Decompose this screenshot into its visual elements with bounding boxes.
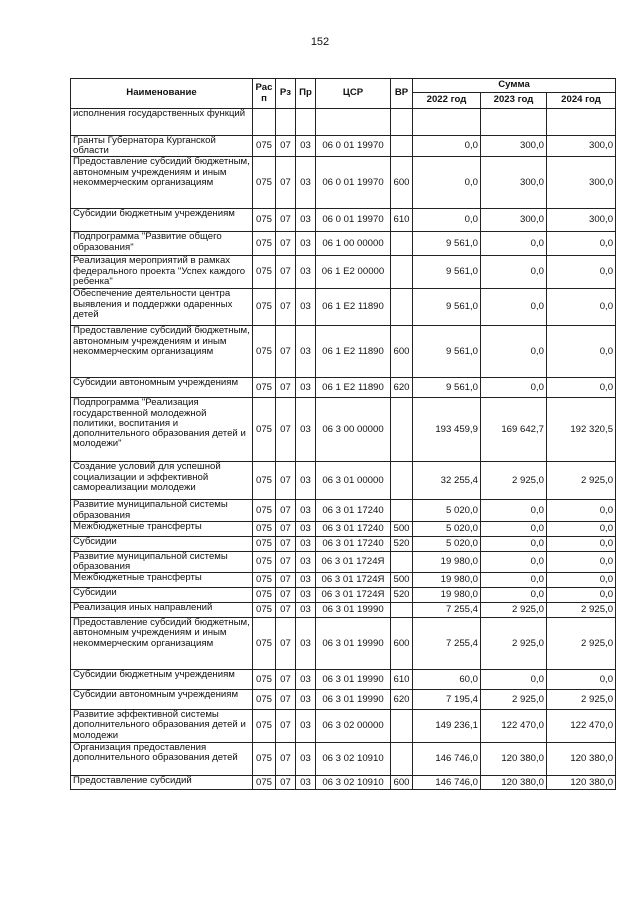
row-vr: 500	[391, 521, 413, 536]
row-rz: 07	[276, 776, 296, 790]
row-sum-2024: 0,0	[547, 256, 616, 289]
row-vr	[391, 398, 413, 462]
header-pr: Пр	[296, 79, 316, 109]
table-body	[71, 109, 616, 790]
row-csr: 06 3 01 19990	[316, 618, 391, 670]
row-csr: 06 1 E2 00000	[316, 256, 391, 289]
row-sum-2023	[481, 109, 547, 136]
row-vr: 600	[391, 776, 413, 790]
row-rz: 07	[276, 603, 296, 618]
header-2023: 2023 год	[481, 93, 547, 109]
table-row	[71, 289, 616, 326]
row-sum-2022: 5 020,0	[413, 536, 481, 551]
table-row	[71, 551, 616, 572]
row-rz: 07	[276, 378, 296, 398]
row-rz: 07	[276, 710, 296, 743]
row-name: Предоставление субсидий бюджетным, автономным учреждениям и иным некоммерческим организациям	[71, 157, 253, 209]
row-sum-2023: 169 642,7	[481, 398, 547, 462]
row-vr: 600	[391, 618, 413, 670]
row-pr: 03	[296, 670, 316, 690]
row-vr: 620	[391, 690, 413, 710]
row-rz	[276, 109, 296, 136]
header-sum: Сумма	[413, 79, 616, 93]
row-rasp: 075	[253, 536, 276, 551]
row-csr: 06 0 01 19970	[316, 209, 391, 232]
row-pr: 03	[296, 326, 316, 378]
row-rasp: 075	[253, 710, 276, 743]
table-row	[71, 690, 616, 710]
table-row	[71, 588, 616, 603]
row-rz: 07	[276, 136, 296, 157]
row-csr: 06 3 01 19990	[316, 670, 391, 690]
row-rasp: 075	[253, 398, 276, 462]
row-sum-2023: 0,0	[481, 536, 547, 551]
row-rasp: 075	[253, 462, 276, 500]
row-pr: 03	[296, 289, 316, 326]
row-sum-2023: 0,0	[481, 573, 547, 588]
row-pr: 03	[296, 588, 316, 603]
row-rz: 07	[276, 573, 296, 588]
row-sum-2023: 0,0	[481, 551, 547, 572]
row-csr: 06 3 01 1724Я	[316, 588, 391, 603]
row-name: Субсидии	[71, 536, 253, 551]
row-sum-2023: 0,0	[481, 232, 547, 256]
row-sum-2023: 2 925,0	[481, 690, 547, 710]
row-sum-2024: 120 380,0	[547, 743, 616, 776]
table-row	[71, 109, 616, 136]
row-sum-2024: 2 925,0	[547, 462, 616, 500]
row-name: Развитие муниципальной системы образования	[71, 551, 253, 572]
row-sum-2023: 0,0	[481, 289, 547, 326]
row-sum-2022: 0,0	[413, 157, 481, 209]
row-csr: 06 1 E2 11890	[316, 326, 391, 378]
row-csr: 06 3 01 1724Я	[316, 573, 391, 588]
row-vr	[391, 232, 413, 256]
row-sum-2022: 7 255,4	[413, 603, 481, 618]
table-row	[71, 378, 616, 398]
row-sum-2024: 0,0	[547, 326, 616, 378]
row-sum-2022: 5 020,0	[413, 500, 481, 521]
row-sum-2024: 0,0	[547, 500, 616, 521]
row-csr: 06 3 01 17240	[316, 500, 391, 521]
row-vr: 520	[391, 588, 413, 603]
row-vr: 600	[391, 157, 413, 209]
row-pr: 03	[296, 551, 316, 572]
row-rasp: 075	[253, 603, 276, 618]
row-sum-2022: 193 459,9	[413, 398, 481, 462]
row-pr: 03	[296, 603, 316, 618]
row-vr	[391, 743, 413, 776]
row-sum-2022: 7 195,4	[413, 690, 481, 710]
page-number: 152	[310, 36, 330, 48]
table-row	[71, 521, 616, 536]
row-sum-2023: 120 380,0	[481, 743, 547, 776]
row-name: Субсидии бюджетным учреждениям	[71, 209, 253, 232]
row-name: Субсидии	[71, 588, 253, 603]
header-2022: 2022 год	[413, 93, 481, 109]
row-rz: 07	[276, 536, 296, 551]
row-rz: 07	[276, 289, 296, 326]
row-csr: 06 3 01 1724Я	[316, 551, 391, 572]
row-vr	[391, 603, 413, 618]
row-pr: 03	[296, 136, 316, 157]
row-name: Реализация иных направлений	[71, 603, 253, 618]
row-rz: 07	[276, 398, 296, 462]
row-rasp: 075	[253, 289, 276, 326]
table-row	[71, 573, 616, 588]
row-sum-2024: 0,0	[547, 588, 616, 603]
row-pr: 03	[296, 536, 316, 551]
row-sum-2023: 0,0	[481, 256, 547, 289]
row-sum-2022: 32 255,4	[413, 462, 481, 500]
row-csr: 06 3 02 10910	[316, 743, 391, 776]
row-name: Развитие муниципальной системы образования	[71, 500, 253, 521]
row-sum-2022: 149 236,1	[413, 710, 481, 743]
row-sum-2023: 0,0	[481, 500, 547, 521]
row-rasp: 075	[253, 136, 276, 157]
row-sum-2024: 122 470,0	[547, 710, 616, 743]
row-rz: 07	[276, 157, 296, 209]
row-sum-2024: 0,0	[547, 289, 616, 326]
header-vr: ВР	[391, 79, 413, 109]
table-row	[71, 776, 616, 790]
row-pr: 03	[296, 378, 316, 398]
row-pr: 03	[296, 209, 316, 232]
row-name: Межбюджетные трансферты	[71, 573, 253, 588]
row-rasp: 075	[253, 573, 276, 588]
row-rasp: 075	[253, 157, 276, 209]
row-pr: 03	[296, 398, 316, 462]
row-sum-2024: 0,0	[547, 378, 616, 398]
row-rasp: 075	[253, 500, 276, 521]
table-row	[71, 209, 616, 232]
row-name: Предоставление субсидий бюджетным, автономным учреждениям и иным некоммерческим организациям	[71, 326, 253, 378]
row-sum-2023: 0,0	[481, 670, 547, 690]
row-rasp: 075	[253, 256, 276, 289]
row-sum-2023: 2 925,0	[481, 618, 547, 670]
row-vr	[391, 462, 413, 500]
row-rasp: 075	[253, 521, 276, 536]
row-name: Создание условий для успешной социализации и эффективной самореализации молодежи	[71, 462, 253, 500]
table-row	[71, 536, 616, 551]
header-csr: ЦСР	[316, 79, 391, 109]
row-rasp: 075	[253, 209, 276, 232]
row-rz: 07	[276, 232, 296, 256]
row-name: Субсидии бюджетным учреждениям	[71, 670, 253, 690]
row-rasp: 075	[253, 232, 276, 256]
row-sum-2022: 0,0	[413, 136, 481, 157]
row-vr	[391, 109, 413, 136]
row-vr: 610	[391, 209, 413, 232]
row-sum-2024: 2 925,0	[547, 603, 616, 618]
row-sum-2024: 0,0	[547, 232, 616, 256]
row-csr: 06 1 00 00000	[316, 232, 391, 256]
row-sum-2022: 7 255,4	[413, 618, 481, 670]
row-sum-2024	[547, 109, 616, 136]
row-rasp: 075	[253, 690, 276, 710]
row-sum-2023: 2 925,0	[481, 462, 547, 500]
row-sum-2023: 0,0	[481, 378, 547, 398]
row-pr: 03	[296, 500, 316, 521]
row-sum-2024: 0,0	[547, 536, 616, 551]
row-sum-2023: 120 380,0	[481, 776, 547, 790]
row-name: исполнения государственных функций	[71, 109, 253, 136]
header-2024: 2024 год	[547, 93, 616, 109]
row-vr	[391, 500, 413, 521]
row-vr	[391, 289, 413, 326]
row-sum-2022: 146 746,0	[413, 743, 481, 776]
row-sum-2022: 9 561,0	[413, 378, 481, 398]
row-rasp: 075	[253, 326, 276, 378]
row-vr: 610	[391, 670, 413, 690]
row-rasp: 075	[253, 776, 276, 790]
row-rz: 07	[276, 521, 296, 536]
row-name: Гранты Губернатора Курганской области	[71, 136, 253, 157]
row-csr: 06 3 02 00000	[316, 710, 391, 743]
row-csr: 06 0 01 19970	[316, 136, 391, 157]
row-name: Реализация мероприятий в рамках федерального проекта "Успех каждого ребенка"	[71, 256, 253, 289]
row-vr	[391, 256, 413, 289]
row-sum-2023: 2 925,0	[481, 603, 547, 618]
table-row	[71, 710, 616, 743]
row-name: Развитие эффективной системы дополнительного образования детей и молодежи	[71, 710, 253, 743]
row-sum-2024: 300,0	[547, 157, 616, 209]
row-sum-2024: 2 925,0	[547, 690, 616, 710]
row-sum-2023: 300,0	[481, 136, 547, 157]
row-sum-2023: 0,0	[481, 588, 547, 603]
row-csr: 06 0 01 19970	[316, 157, 391, 209]
row-rz: 07	[276, 690, 296, 710]
row-sum-2024: 120 380,0	[547, 776, 616, 790]
table-row	[71, 326, 616, 378]
row-sum-2022	[413, 109, 481, 136]
row-name: Межбюджетные трансферты	[71, 521, 253, 536]
row-vr: 500	[391, 573, 413, 588]
row-csr: 06 3 01 17240	[316, 536, 391, 551]
row-rasp	[253, 109, 276, 136]
table-row	[71, 157, 616, 209]
row-sum-2024: 0,0	[547, 573, 616, 588]
row-name: Предоставление субсидий бюджетным, автономным учреждениям и иным некоммерческим организациям	[71, 618, 253, 670]
row-csr: 06 3 01 17240	[316, 521, 391, 536]
row-pr: 03	[296, 256, 316, 289]
row-csr	[316, 109, 391, 136]
row-sum-2023: 300,0	[481, 157, 547, 209]
row-pr: 03	[296, 710, 316, 743]
row-vr	[391, 710, 413, 743]
row-csr: 06 3 02 10910	[316, 776, 391, 790]
row-rz: 07	[276, 588, 296, 603]
row-sum-2024: 192 320,5	[547, 398, 616, 462]
row-sum-2022: 19 980,0	[413, 573, 481, 588]
row-sum-2022: 19 980,0	[413, 588, 481, 603]
row-csr: 06 3 01 00000	[316, 462, 391, 500]
table-row	[71, 743, 616, 776]
row-csr: 06 3 00 00000	[316, 398, 391, 462]
row-rz: 07	[276, 500, 296, 521]
row-rasp: 075	[253, 618, 276, 670]
row-sum-2022: 9 561,0	[413, 326, 481, 378]
row-sum-2023: 300,0	[481, 209, 547, 232]
row-vr: 520	[391, 536, 413, 551]
row-pr: 03	[296, 521, 316, 536]
row-name: Подпрограмма "Развитие общего образования"	[71, 232, 253, 256]
row-sum-2022: 60,0	[413, 670, 481, 690]
row-rasp: 075	[253, 670, 276, 690]
row-pr: 03	[296, 690, 316, 710]
row-pr: 03	[296, 462, 316, 500]
row-vr	[391, 136, 413, 157]
table-row	[71, 256, 616, 289]
row-pr: 03	[296, 776, 316, 790]
row-sum-2022: 0,0	[413, 209, 481, 232]
row-sum-2023: 0,0	[481, 326, 547, 378]
row-sum-2023: 0,0	[481, 521, 547, 536]
budget-table	[70, 78, 616, 790]
row-sum-2024: 300,0	[547, 136, 616, 157]
row-sum-2022: 9 561,0	[413, 232, 481, 256]
row-rz: 07	[276, 670, 296, 690]
row-rz: 07	[276, 743, 296, 776]
row-rz: 07	[276, 462, 296, 500]
row-rz: 07	[276, 209, 296, 232]
row-name: Субсидии автономным учреждениям	[71, 690, 253, 710]
row-pr: 03	[296, 618, 316, 670]
row-sum-2024: 0,0	[547, 551, 616, 572]
row-sum-2024: 0,0	[547, 670, 616, 690]
row-rz: 07	[276, 326, 296, 378]
row-rasp: 075	[253, 588, 276, 603]
header-name: Наименование	[71, 79, 253, 109]
row-vr: 620	[391, 378, 413, 398]
row-sum-2022: 5 020,0	[413, 521, 481, 536]
row-name: Подпрограмма "Реализация государственной молодежной политики, воспитания и дополнительного образования детей и молодежи"	[71, 398, 253, 462]
table-row	[71, 603, 616, 618]
row-sum-2024: 0,0	[547, 521, 616, 536]
row-csr: 06 3 01 19990	[316, 690, 391, 710]
row-sum-2022: 146 746,0	[413, 776, 481, 790]
row-pr: 03	[296, 573, 316, 588]
row-vr: 600	[391, 326, 413, 378]
table-row	[71, 136, 616, 157]
row-vr	[391, 551, 413, 572]
row-sum-2022: 9 561,0	[413, 289, 481, 326]
table-row	[71, 670, 616, 690]
table-row	[71, 462, 616, 500]
row-sum-2023: 122 470,0	[481, 710, 547, 743]
row-pr: 03	[296, 743, 316, 776]
row-sum-2024: 300,0	[547, 209, 616, 232]
row-csr: 06 1 E2 11890	[316, 378, 391, 398]
table-row	[71, 232, 616, 256]
header-rasp: Рас п	[253, 79, 276, 109]
row-name: Предоставление субсидий	[71, 776, 253, 790]
table-row	[71, 500, 616, 521]
row-pr	[296, 109, 316, 136]
table-row	[71, 618, 616, 670]
row-name: Организация предоставления дополнительного образования детей	[71, 743, 253, 776]
row-rz: 07	[276, 256, 296, 289]
row-sum-2022: 19 980,0	[413, 551, 481, 572]
row-rasp: 075	[253, 743, 276, 776]
row-pr: 03	[296, 157, 316, 209]
table-row	[71, 398, 616, 462]
row-rasp: 075	[253, 378, 276, 398]
row-sum-2022: 9 561,0	[413, 256, 481, 289]
row-pr: 03	[296, 232, 316, 256]
row-name: Обеспечение деятельности центра выявления и поддержки одаренных детей	[71, 289, 253, 326]
row-rz: 07	[276, 618, 296, 670]
row-csr: 06 3 01 19990	[316, 603, 391, 618]
row-sum-2024: 2 925,0	[547, 618, 616, 670]
row-csr: 06 1 E2 11890	[316, 289, 391, 326]
header-rz: Рз	[276, 79, 296, 109]
row-rasp: 075	[253, 551, 276, 572]
row-name: Субсидии автономным учреждениям	[71, 378, 253, 398]
row-rz: 07	[276, 551, 296, 572]
